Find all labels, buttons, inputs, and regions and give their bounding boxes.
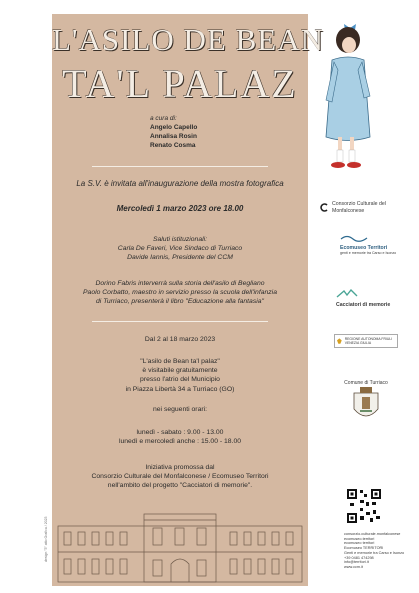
divider [92, 166, 268, 167]
exhibit-block [52, 357, 308, 394]
ccm-name: Consorzio Culturale del Monfalconese [332, 201, 386, 214]
exhibit-line-2: è visitabile gratuitamente [142, 367, 218, 375]
turriaco-coat-of-arms-icon [352, 387, 380, 423]
ecomuseo-logo [340, 234, 400, 255]
contact-facebook[interactable]: ecomuseo.territori [344, 536, 375, 541]
greeting-2: Davide Iannis, Presidente del CCM [127, 254, 233, 262]
contact-youtube[interactable]: ecomuseo territori [344, 541, 375, 546]
contact-instagram[interactable]: consorzio.culturale.monfalconese [344, 532, 401, 536]
promo-line-3: nell'ambito del progetto "Cacciatori di memorie". [107, 482, 253, 490]
contact-phone[interactable]: +39 0481 474298 [344, 555, 374, 560]
greeting-1: Carla De Faveri, Vice Sindaco di Turriaco [117, 245, 243, 253]
exhibit-title: "L'asilo de Bean ta'l palaz" [140, 358, 220, 365]
contact-org: Ecomuseo TERRITORI [344, 546, 384, 551]
cacciatori-name: Cacciatori di memorie [336, 301, 391, 308]
period: Dal 2 al 18 marzo 2023 [144, 336, 216, 343]
contacts-block [344, 532, 416, 570]
promo-line-2: Consorzio Culturale del Monfalconese / Ecomuseo Territori [91, 473, 269, 481]
municipio-building-illustration [56, 512, 304, 584]
ecomuseo-wave-icon [340, 234, 368, 242]
talk-3: di Turriaco, presenterà il libro "Educazione alla fantasia" [96, 298, 264, 306]
exhibit-line-4: in Piazza Libertà 34 a Turriaco (GO) [125, 385, 235, 393]
hours-label: nei seguenti orari: [152, 406, 208, 413]
comune-block [336, 380, 396, 425]
curators-block [150, 114, 270, 150]
curator-2: Annalisa Rosin [150, 133, 197, 140]
invitation-text: La S.V. è invitata all'inaugurazione della mostra fotografica [76, 179, 284, 188]
hours-line-2: lunedì e mercoledì anche : 15.00 - 18.00 [118, 438, 242, 446]
regione-name: REGIONE AUTONOMA FRIULI VENEZIA GIULIA [344, 337, 393, 346]
contact-org-sub: Genti e memorie tra Carso e Isonzo [344, 550, 405, 555]
exhibit-line-3: presso l'atrio del Municipio [140, 376, 220, 384]
contact-website[interactable]: www.ccm.it [344, 564, 363, 569]
greetings-label: Saluti istituzionali: [152, 236, 208, 243]
ccm-logo [320, 201, 415, 214]
curator-1: Angelo Capello [150, 124, 198, 131]
cacciatori-leaf-icon [336, 289, 358, 299]
promo-line-1: Iniziativa promossa dal [145, 464, 215, 471]
greetings-block [52, 235, 308, 263]
ecomuseo-subtitle: genti e memorie tra Carso e Isonzo [340, 251, 397, 255]
curator-3: Renato Cosma [150, 142, 196, 149]
title-line-1: L'ASILO DE BEAN [52, 22, 325, 57]
comune-name: Comune di Turriaco [344, 380, 388, 386]
talk-2: Paolo Corbatto, maestro in servizio presso la scuola dell'infanzia [83, 289, 277, 297]
qr-code[interactable] [346, 488, 382, 524]
ccm-logo-icon [320, 203, 329, 212]
design-credit: design "3" atto Grafica / 2023 [44, 516, 48, 562]
talk-1: Dorino Fabris interverrà sulla storia dell'asilo di Begliano [95, 280, 265, 287]
ecomuseo-name: Ecomuseo Territori [340, 244, 388, 251]
hours-line-1: lunedì - sabato : 9.00 - 13.00 [136, 429, 224, 436]
promo-block [52, 463, 308, 491]
talks-block [52, 279, 308, 307]
regione-logo [334, 334, 398, 348]
opening-date: Mercoledì 1 marzo 2023 ore 18.00 [116, 204, 244, 213]
hours-block [52, 428, 308, 446]
regione-eagle-icon [337, 337, 342, 345]
curated-label: a cura di: [150, 115, 177, 122]
contact-email[interactable]: info@territori.it [344, 560, 369, 565]
divider [92, 321, 268, 322]
child-illustration [320, 22, 376, 182]
cacciatori-logo [336, 289, 396, 308]
title-line-2: TA'L PALAZ [62, 61, 298, 106]
